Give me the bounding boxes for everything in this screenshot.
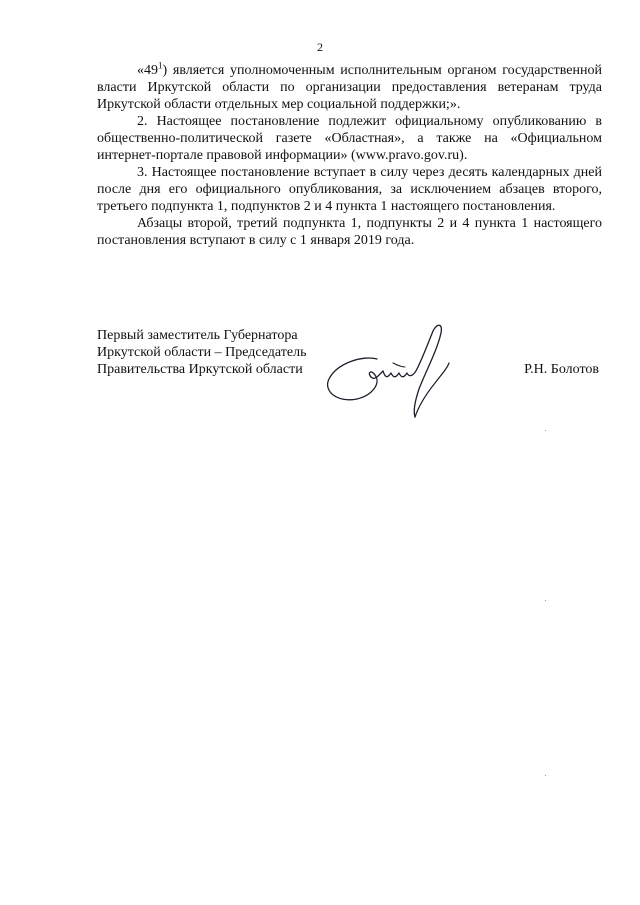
scan-speck [545, 600, 546, 601]
paragraph-amendment-49-1 [97, 62, 602, 113]
signature-block [97, 327, 607, 427]
paragraph-text-part: ) является уполномоченным исполнительным органом государственной власти Иркутской области по организации предоставления ветеранам труда Иркутской области отдельных мер социальной поддержки;». [97, 63, 602, 112]
paragraph-publication: 2. Настоящее постановление подлежит официальному опубликованию в общественно-политической газете «Областная», а также на «Официальном интернет-портале правовой информации» (www.pravo.gov.ru). [97, 114, 602, 163]
paragraph-text-part: «49 [137, 63, 158, 78]
document-body [97, 62, 602, 249]
superscript: 1 [158, 60, 163, 71]
signer-title-line: Правительства Иркутской области [97, 362, 303, 377]
paragraph-entry-into-force: 3. Настоящее постановление вступает в силу через десять календарных дней после дня его официального опубликования, за исключением абзацев второго, третьего подпункта 1, подпунктов 2 и 4 пункта 1 настоящего постановления. [97, 165, 602, 214]
signer-name: Р.Н. Болотов [524, 362, 599, 377]
scan-speck [545, 430, 546, 431]
handwritten-signature [315, 317, 475, 427]
scan-speck [545, 775, 546, 776]
paragraph-exceptions-date: Абзацы второй, третий подпункта 1, подпункты 2 и 4 пункта 1 настоящего постановления вступают в силу с 1 января 2019 года. [97, 216, 602, 248]
signer-title-line: Первый заместитель Губернатора [97, 328, 298, 343]
page-number: 2 [317, 40, 323, 54]
signer-title-line: Иркутской области – Председатель [97, 345, 307, 360]
signer-title [97, 327, 306, 378]
